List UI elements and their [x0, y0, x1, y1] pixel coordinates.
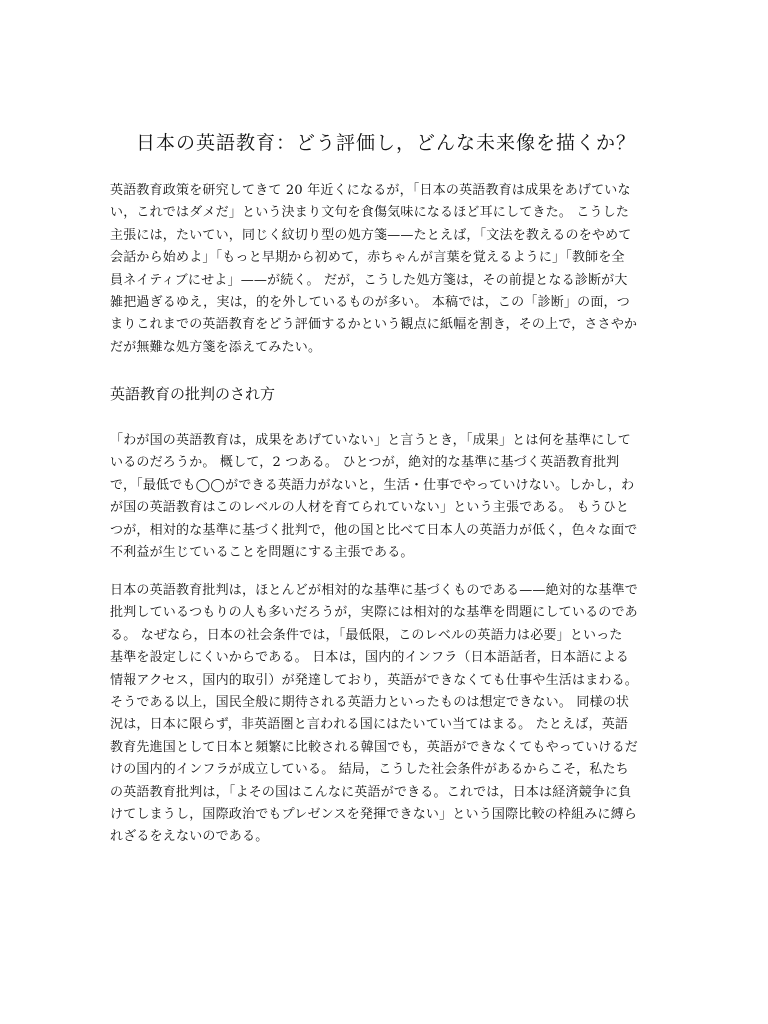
paragraph-line: そうである以上，国民全般に期待される英語力といったものは想定できない。 同様の状 [110, 694, 630, 710]
paragraph-line: 況は，日本に限らず，非英語圏と言われる国にはたいてい当てはまる。 たとえば，英語 [110, 717, 629, 733]
paragraph-line: 員ネイティブにせよ」——が続く。 だが，こうした処方箋は，その前提となる診断が大 [110, 272, 628, 288]
paragraph-line: 批判しているつもりの人も多いだろうが，実際には相対的な基準を問題にしているのであ [110, 605, 638, 621]
paragraph-line: が国の英語教育はこのレベルの人材を育てられていない」という主張である。 もうひと [110, 500, 630, 516]
paragraph-line: の英語教育批判は，「よその国はこんなに英語ができる。これでは，日本は経済競争に負 [110, 784, 632, 800]
paragraph-line: 主張には，たいてい，同じく紋切り型の処方箋——たとえば，「文法を教えるのをやめて [110, 227, 632, 243]
paragraph-line: 基準を設定しにくいからである。 日本は，国内的インフラ（日本語話者，日本語による [110, 650, 630, 666]
paragraph-relative-criticism [110, 580, 662, 849]
paragraph-line: 「わが国の英語教育は，成果をあげていない」と言うとき，「成果」とは何を基準にして [110, 433, 631, 448]
paragraph-line: だが無難な処方箋を添えてみたい。 [110, 339, 322, 355]
paragraph-line: まりこれまでの英語教育をどう評価するかという観点に紙幅を割き，その上で，ささやか [110, 317, 638, 333]
document-title: 日本の英語教育：どう評価し，どんな未来像を描くか？ [135, 132, 636, 154]
paragraph-line: 会話から始めよ」「もっと早期から初めて，赤ちゃんが言葉を覚えるように」「教師を全 [110, 250, 625, 266]
paragraph-line: つが，相対的な基準に基づく批判で，他の国と比べて日本人の英語力が低く，色々な面で [110, 522, 638, 538]
paragraph-line: い，これではダメだ」という決まり文句を食傷気味になるほど耳にしてきた。 こうした [110, 205, 630, 221]
paragraph-line: 不利益が生じていることを問題にする主張である。 [110, 544, 414, 560]
paragraph-line: れざるをえないのである。 [110, 829, 269, 845]
paragraph-line: る。 なぜなら，日本の社会条件では，「最低限，このレベルの英語力は必要」といった [110, 627, 623, 643]
section-heading: 英語教育の批判のされ方 [110, 385, 276, 403]
paragraph-line: けの国内的インフラが成立している。 結局，こうした社会条件があるからこそ，私たち [110, 762, 629, 778]
paragraph-line: けてしまうし，国際政治でもプレゼンスを発揮できない」という国際比較の枠組みに縛ら [110, 806, 638, 822]
paragraph-line: 教育先進国として日本と頻繁に比較される韓国でも，英語ができなくてもやっていけるだ [110, 739, 639, 755]
paragraph-line: いるのだろうか。 概して，2 つある。 ひとつが，絶対的な基準に基づく英語教育批判 [110, 455, 620, 471]
paragraph-line: 日本の英語教育批判は，ほとんどが相対的な基準に基づくものである——絶対的な基準で [110, 583, 639, 598]
paragraph-criteria [110, 430, 662, 564]
paragraph-line: 情報アクセス，国内的取引）が発達しており，英語ができなくても仕事や生活はまわる。 [110, 672, 639, 688]
paragraph-line: 英語教育政策を研究してきて 20 年近くになるが，「日本の英語教育は成果をあげていな [110, 183, 631, 198]
paragraph-intro [110, 180, 662, 359]
paragraph-line: 雑把過ぎるゆえ，実は，的を外しているものが多い。 本稿では，この「診断」の面，つ [110, 294, 630, 310]
paragraph-line: で，「最低でも◯◯ができる英語力がないと，生活・仕事でやっていけない。しかし，わ [110, 477, 635, 493]
